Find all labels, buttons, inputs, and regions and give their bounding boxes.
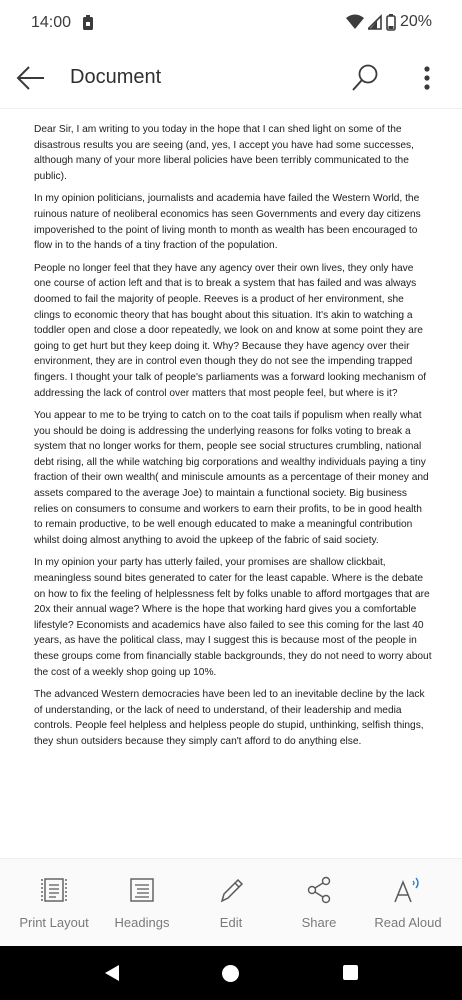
paragraph-6: The advanced Western democracies have been led to an inevitable decline by the lack of understanding, or the lack of need to understand, of their leadership and media controls. People feel helpless and helpless people do stupid, unthinking, selfish things, they shun outsiders because they simply can't afford to do anything else. bbox=[34, 689, 425, 747]
notification-icon bbox=[82, 15, 94, 31]
document-body[interactable] bbox=[34, 122, 432, 757]
back-arrow-icon[interactable] bbox=[16, 64, 46, 92]
pencil-icon bbox=[217, 875, 245, 905]
status-indicators bbox=[346, 13, 432, 31]
edit-button[interactable] bbox=[185, 875, 277, 930]
share-icon bbox=[305, 875, 333, 905]
print-layout-button[interactable] bbox=[8, 875, 100, 930]
edit-label: Edit bbox=[219, 915, 243, 930]
nav-recents-icon[interactable] bbox=[343, 965, 358, 980]
battery-percent: 20% bbox=[399, 13, 432, 30]
read-aloud-label: Read Aloud bbox=[374, 915, 442, 930]
paragraph-1: Dear Sir, I am writing to you today in the hope that I can shed light on some of the disastrous results you are seeing (and, yes, I accept you have had some successes, although many of your more liberal policies have been terribly communicated to the public). bbox=[34, 124, 414, 182]
paragraph-4: You appear to me to be trying to catch on to the coat tails if populism when really what you should be doing is addressing the underlying reasons for folks voting to break a system that no longer works for them, people see social structures crumbling, national debt rising, all the while watching big corporations and wealthy individuals paying a tiny fraction of their own wealth( and miniscule amounts as a percentage of their money and assets compared to the average Joe) to maintain a functional society. Big business relies on consumers to consume and workers to earn their profits, to be in good health to remain productive, to be well enough educated to make a meaningful contribution whilst doing almost anything to avoid the upkeep of the fabric of said society. bbox=[34, 410, 429, 546]
more-options-icon[interactable] bbox=[418, 63, 436, 93]
system-nav-bar bbox=[0, 946, 462, 1000]
read-aloud-button[interactable] bbox=[362, 875, 454, 930]
status-bar bbox=[0, 0, 462, 48]
paragraph-5: In my opinion your party has utterly failed, your promises are shallow clickbait, meaningless sound bites generated to cater for the least capable. Where is the debate on how to fix the feeling of helplessness felt by folks unable to afford mortgages that are 20x their annual wage? Where is the hope that working hard gives you a comfortable lifestyle? Economists and academics have also failed to see this coming for the last 40 years, as have the political class, may I suggest this is because most of the people in these groups come from financially stable backgrounds, they do not need to worry about the cost of a weekly shop going up 10%. bbox=[34, 557, 432, 678]
nav-back-icon[interactable] bbox=[104, 964, 120, 982]
share-label: Share bbox=[301, 915, 337, 930]
search-icon[interactable] bbox=[350, 63, 380, 93]
read-aloud-icon bbox=[392, 875, 424, 905]
cell-signal-icon bbox=[368, 14, 382, 30]
print-layout-icon bbox=[40, 875, 68, 905]
battery-icon bbox=[386, 14, 396, 31]
status-time: 14:00 bbox=[31, 14, 72, 31]
headings-button[interactable] bbox=[96, 875, 188, 930]
paragraph-3: People no longer feel that they have any agency over their own lives, they only have one course of action left and that is to break a system that has failed and was always doomed to fail the majority of people. Reeves is a product of her environment, she clings to economic theory that has bought about this situation. It's akin to watching a toddler open and close a door repeatedly, we look on and know at some point they are going to get hurt but they keep doing it. Why? Because they have agency over their environment, they are in control even though they do not see the impending trapped fingers. I thought your talk of people's parliaments was a forward looking mechanism of addressing the lack of control over matters that most people feel, but where is it? bbox=[34, 262, 427, 399]
wifi-icon bbox=[346, 14, 364, 30]
share-button[interactable] bbox=[273, 875, 365, 930]
paragraph-2: In my opinion politicians, journalists and academia have failed the Western World, the ruinous nature of neoliberal economics has seen Governments and every day citizens impoverished to the point of living month to month as wealth has been encouraged to flow in to the hands of a tiny fraction of the population. bbox=[34, 193, 421, 252]
headings-label: Headings bbox=[114, 915, 170, 930]
nav-home-icon[interactable] bbox=[222, 965, 239, 982]
app-bar bbox=[0, 48, 462, 109]
bottom-toolbar bbox=[0, 858, 462, 947]
headings-icon bbox=[128, 875, 156, 905]
page-title: Document bbox=[70, 66, 162, 88]
print-layout-label: Print Layout bbox=[19, 915, 89, 930]
